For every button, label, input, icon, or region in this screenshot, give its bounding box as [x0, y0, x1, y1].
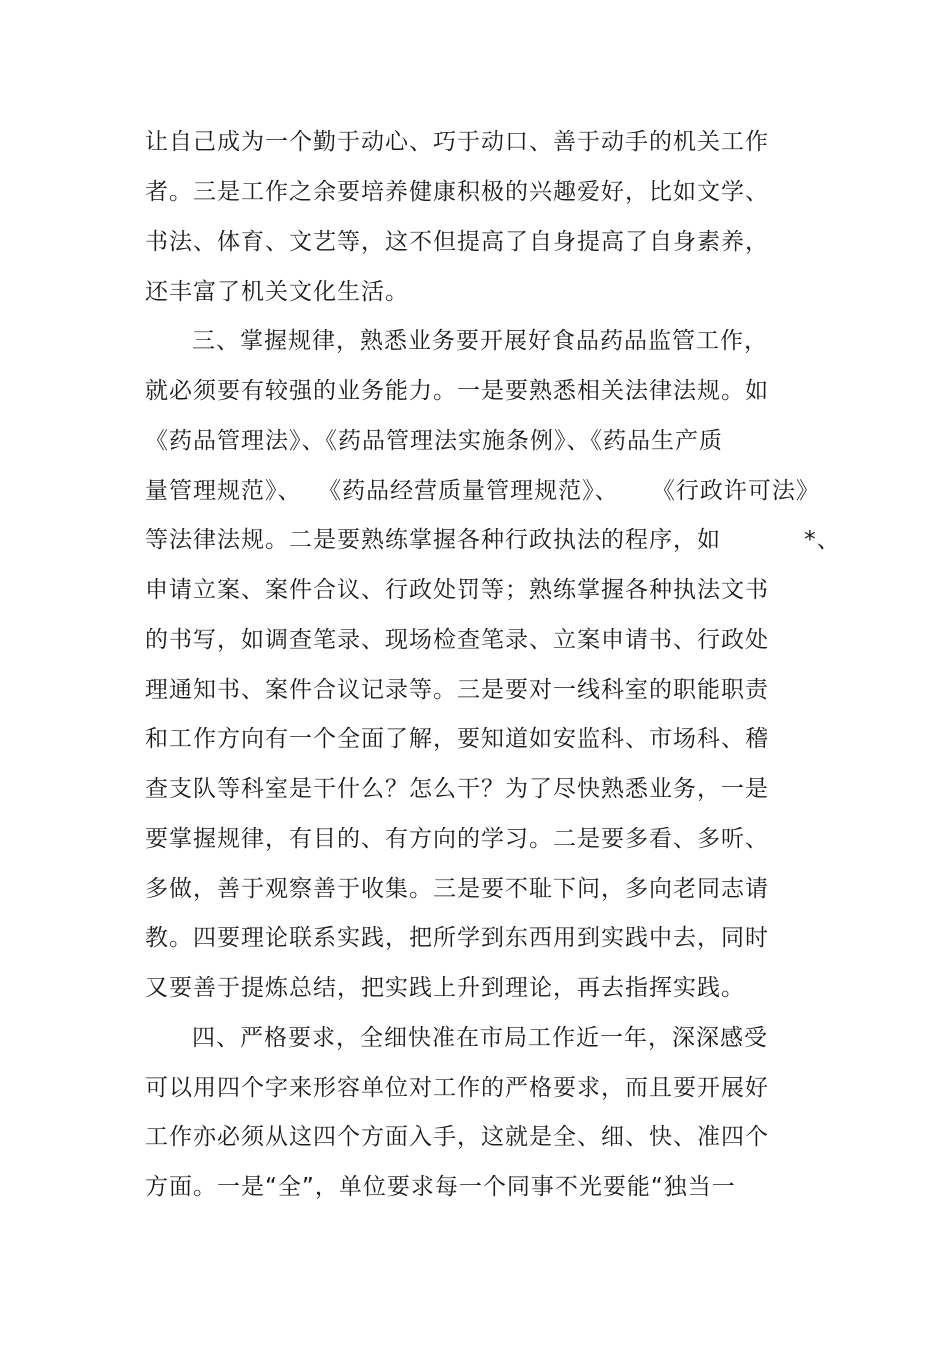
text-line: 多做，善于观察善于收集。三是要不耻下问，多向老同志请	[145, 876, 769, 902]
text-line: 工作亦必须从这四个方面入手，这就是全、细、快、准四个	[145, 1124, 769, 1150]
text-line: 还丰富了机关文化生活。	[145, 279, 409, 305]
text-line: 又要善于提炼总结，把实践上升到理论，再去指挥实践。	[145, 975, 745, 1001]
text-line: 要掌握规律，有目的、有方向的学习。二是要多看、多听、	[145, 826, 769, 852]
text-line: 等法律法规。二是要熟练掌握各种行政执法的程序，如 *、	[145, 527, 841, 553]
text-line: 方面。一是“全”，单位要求每一个同事不光要能“独当一	[145, 1174, 736, 1200]
text-line: 让自己成为一个勤于动心、巧于动口、善于动手的机关工作	[145, 129, 769, 155]
text-line: 理通知书、案件合议记录等。三是要对一线科室的职能职责	[145, 677, 769, 703]
text-line: 就必须要有较强的业务能力。一是要熟悉相关法律法规。如	[145, 378, 769, 404]
text-line: 查支队等科室是干什么？怎么干？为了尽快熟悉业务，一是	[145, 776, 769, 802]
section-heading-line: 四、严格要求，全细快准在市局工作近一年，深深感受	[192, 1025, 768, 1051]
text-line: 《药品管理法》、《药品管理法实施条例》、《药品生产质	[145, 428, 723, 454]
text-line: 可以用四个字来形容单位对工作的严格要求，而且要开展好	[145, 1075, 769, 1101]
text-line: 申请立案、案件合议、行政处罚等；熟练掌握各种执法文书	[145, 577, 769, 603]
text-line: 量管理规范》、 《药品经营质量管理规范》、 《行政许可法》	[145, 478, 820, 504]
text-line: 书法、体育、文艺等，这不但提高了自身提高了自身素养，	[145, 229, 769, 255]
section-heading-line: 三、掌握规律，熟悉业务要开展好食品药品监管工作，	[192, 328, 768, 354]
text-line: 教。四要理论联系实践，把所学到东西用到实践中去，同时	[145, 925, 769, 951]
text-line: 的书写，如调查笔录、现场检查笔录、立案申请书、行政处	[145, 627, 769, 653]
text-line: 和工作方向有一个全面了解，要知道如安监科、市场科、稽	[145, 726, 769, 752]
text-line: 者。三是工作之余要培养健康积极的兴趣爱好，比如文学、	[145, 179, 769, 205]
